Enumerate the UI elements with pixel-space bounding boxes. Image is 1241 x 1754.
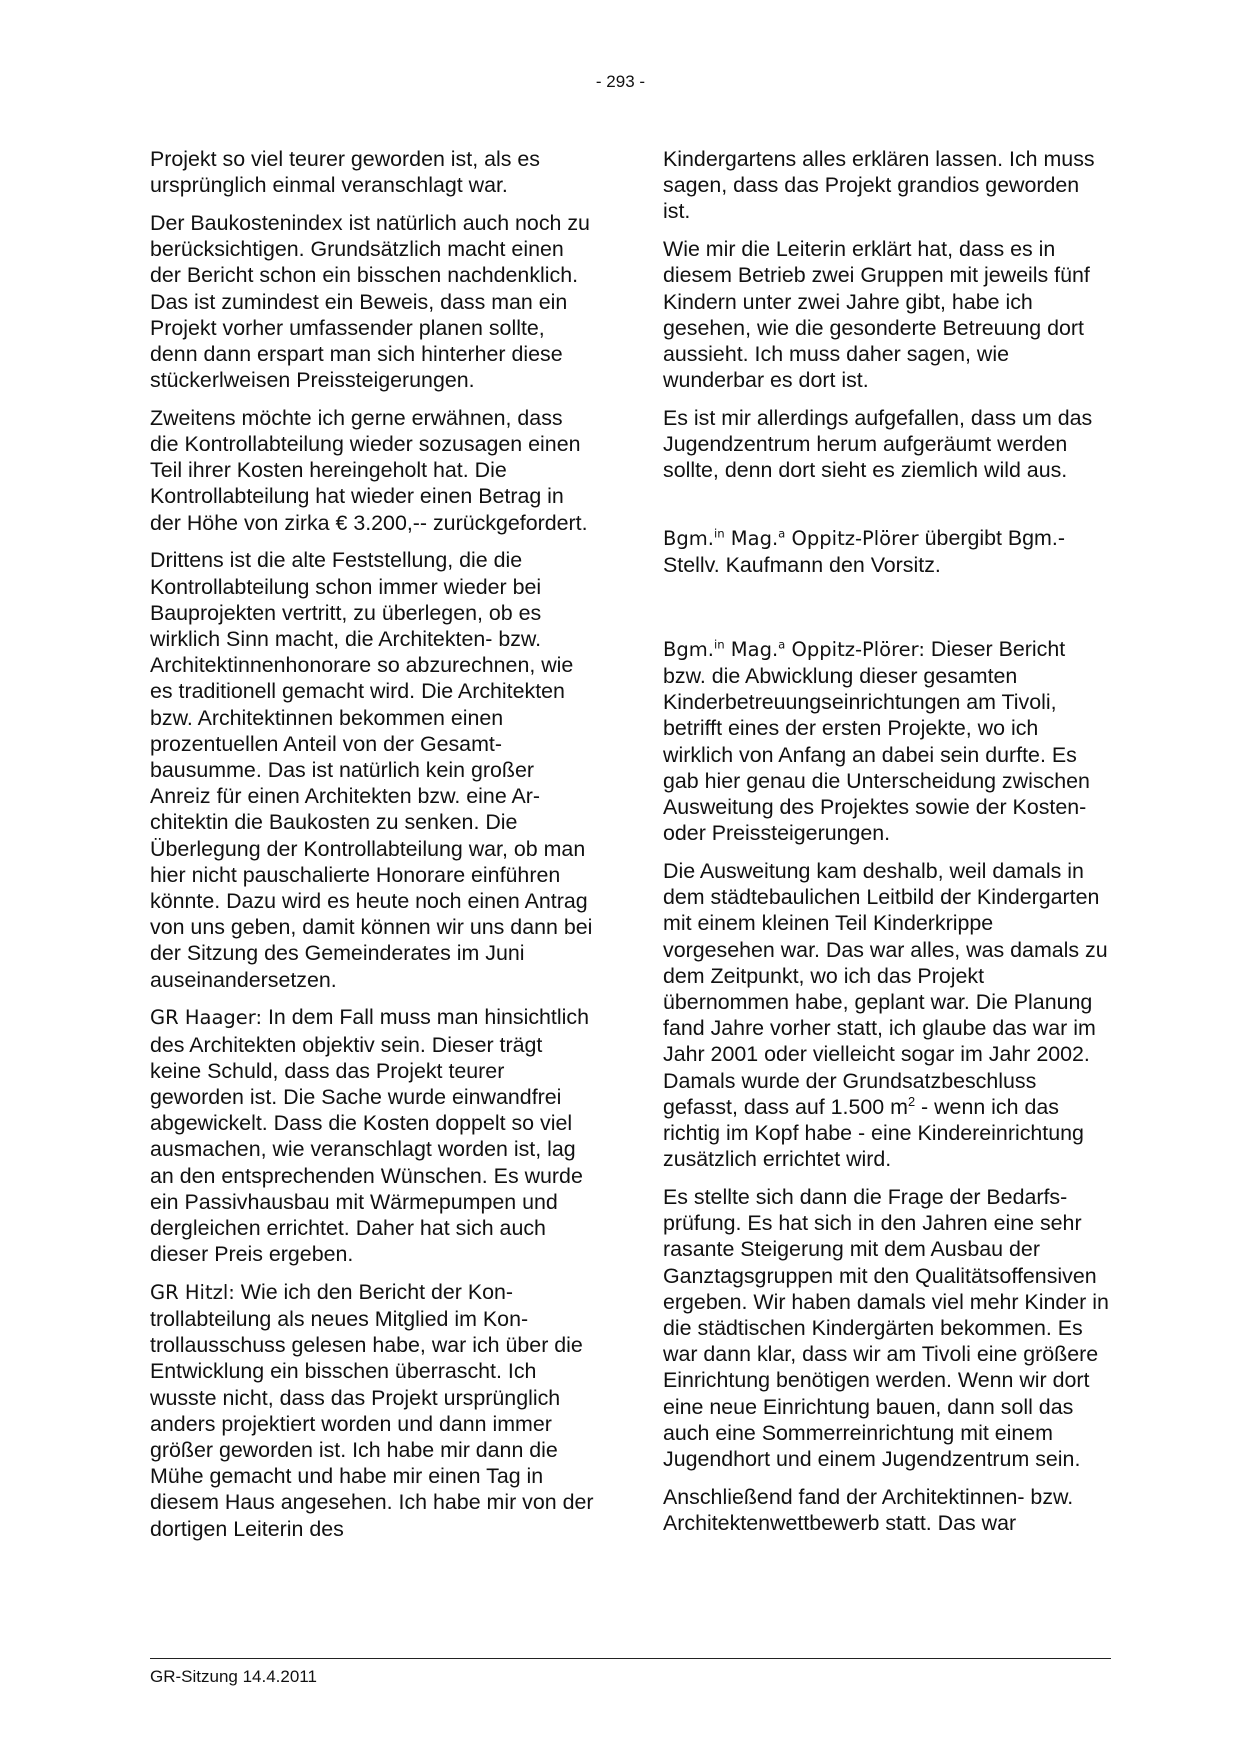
paragraph: Wie mir die Leiterin erklärt hat, dass es in diesem Betrieb zwei Gruppen mit jeweils fünf Kindern unter zwei Jahre gibt, habe ich gesehen, wie die gesonderte Betreuung dort aussieht. Ich muss daher sagen, wie wunderbar es dort ist.: [663, 237, 1090, 393]
superscript: 2: [907, 1093, 916, 1109]
paragraph: Zweitens möchte ich gerne erwähnen, dass die Kontrollabteilung wieder sozusagen einen Teil ihrer Kosten hereingeholt hat. Die Kontrollabteilung hat wieder einen Betrag in der Höhe von zirka € 3.200,-- zurückgefordert.: [150, 405, 588, 535]
footer-divider: [150, 1658, 1111, 1659]
paragraph: Es ist mir allerdings aufgefallen, dass um das Jugendzentrum herum aufgeräumt werden sollte, denn dort sieht es ziemlich wild aus.: [663, 405, 1093, 483]
spacer: [663, 590, 1109, 636]
right-column: [663, 146, 1109, 1548]
speech-text: Dieser Bericht bzw. die Abwicklung dieser gesamten Kinderbetreuungseinrichtungen am Tivoli, betrifft eines der ersten Projekte, wo ich wirklich von Anfang an dabei sein durfte. Es gab hier genau die Unterscheidung zwischen Ausweitung des Projektes sowie der Kosten- oder Preissteigerungen.: [663, 636, 1090, 846]
paragraph: Der Baukostenindex ist natürlich auch noch zu berücksichtigen. Grundsätzlich macht einen der Bericht schon ein bisschen nachdenklich. Das ist zumindest ein Beweis, dass man ein Projekt vorher umfassender planen sollte, denn dann erspart man sich hinterher diese stückerlweisen Preissteigerungen.: [150, 210, 590, 393]
paragraph: Die Ausweitung kam deshalb, weil damals in dem städtebaulichen Leitbild der Kindergarten mit einem kleinen Teil Kinderkrippe vorgesehen war. Das war alles, was damals zu dem Zeitpunkt, wo ich das Projekt übernommen habe, geplant war. Die Planung fand Jahre vorher statt, ich glaube das war im Jahr 2001 oder vielleicht sogar im Jahr 2002. Damals wurde der Grundsatzbeschluss gefasst, dass auf 1.500 $m^2$ - wenn ich das richtig im Kopf habe - eine Kindereinrichtung zusätzlich errichtet wird.: [663, 858, 1108, 1172]
paragraph: Projekt so viel teurer geworden ist, als es ursprünglich einmal veranschlagt war.: [150, 147, 540, 198]
paragraph: Es stellte sich dann die Frage der Bedarfsprüfung. Es hat sich in den Jahren eine sehr rasante Steigerung mit dem Ausbau der Ganztagsgruppen mit den Qualitätsoffensiven ergeben. Wir haben damals viel mehr Kinder in die städtischen Kindergärten bekommen. Es war dann klar, dass wir am Tivoli eine größere Einrichtung benötigen werden. Wenn wir dort eine neue Einrichtung bauen, dann soll das auch eine Sommerreinrichtung mit einem Jugendhort und einem Jugendzentrum sein.: [663, 1184, 1109, 1471]
speaker-name: Bgm.$^{in}$ Mag.$^a$ Oppitz-Plörer:: [663, 637, 925, 661]
speaker-name: Bgm.$^{in}$ Mag.$^a$ Oppitz-Plörer: [663, 526, 919, 550]
speaker-name: GR Haager:: [150, 1006, 263, 1030]
left-column: [150, 146, 596, 1553]
speech-text: In dem Fall muss man hinsichtlich des Architekten objektiv sein. Dieser trägt keine Schuld, dass das Projekt teurer geworden ist. Die Sache wurde einwandfrei abgewickelt. Dass die Kosten doppelt so viel ausmachen, wie veranschlagt worden ist, lag an den entsprechenden Wünschen. Es wurde ein Passivhausbau mit Wärmepumpen und dergleichen errichtet. Daher hat sich auch dieser Preis ergeben.: [150, 1005, 589, 1267]
paragraph: Kindergartens alles erklären lassen. Ich muss sagen, dass das Projekt grandios geworden ist.: [663, 147, 1095, 224]
paragraph: Anschließend fand der Architektinnen- bzw. Architektenwettbewerb statt. Das war: [663, 1484, 1074, 1535]
paragraph: Drittens ist die alte Feststellung, die die Kontrollabteilung schon immer wieder bei Bauprojekten vertritt, zu überlegen, ob es wirklich Sinn macht, die Architekten- bzw. Architektinnenhonorare so abzurechnen, wie es traditionell gemacht wird. Die Architekten bzw. Architektinnen bekommen einen prozentuellen Anteil von der Gesamtbausumme. Das ist natürlich kein großer Anreiz für einen Architekten bzw. eine Architektin die Baukosten zu senken. Die Überlegung der Kontrollabteilung war, ob man hier nicht pauschalierte Honorare einführen könnte. Dazu wird es heute noch einen Antrag von uns geben, damit können wir uns dann bei der Sitzung des Gemeinderates im Juni auseinandersetzen.: [150, 548, 593, 992]
procedural-note: [663, 525, 1109, 578]
speech-paragraph: [150, 1004, 596, 1267]
speaker-name: GR Hitzl:: [150, 1280, 235, 1304]
speech-text: Wie ich den Bericht der Kontrollabteilung als neues Mitglied im Kontrollausschuss gelesen habe, war ich über die Entwicklung ein bisschen überrascht. Ich wusste nicht, dass das Projekt ursprünglich anders projektiert worden und dann immer größer geworden ist. Ich habe mir dann die Mühe gemacht und habe mir einen Tag in diesem Haus angesehen. Ich habe mir von der dortigen Leiterin des: [150, 1279, 594, 1541]
speech-paragraph: [663, 636, 1109, 847]
page-number: - 293 -: [595, 72, 646, 91]
note-text: übergibt Bgm.-Stellv. Kaufmann den Vorsitz.: [663, 525, 1065, 578]
speech-paragraph: [150, 1279, 596, 1542]
spacer: [663, 495, 1109, 525]
footer-text: GR-Sitzung 14.4.2011: [150, 1667, 317, 1686]
